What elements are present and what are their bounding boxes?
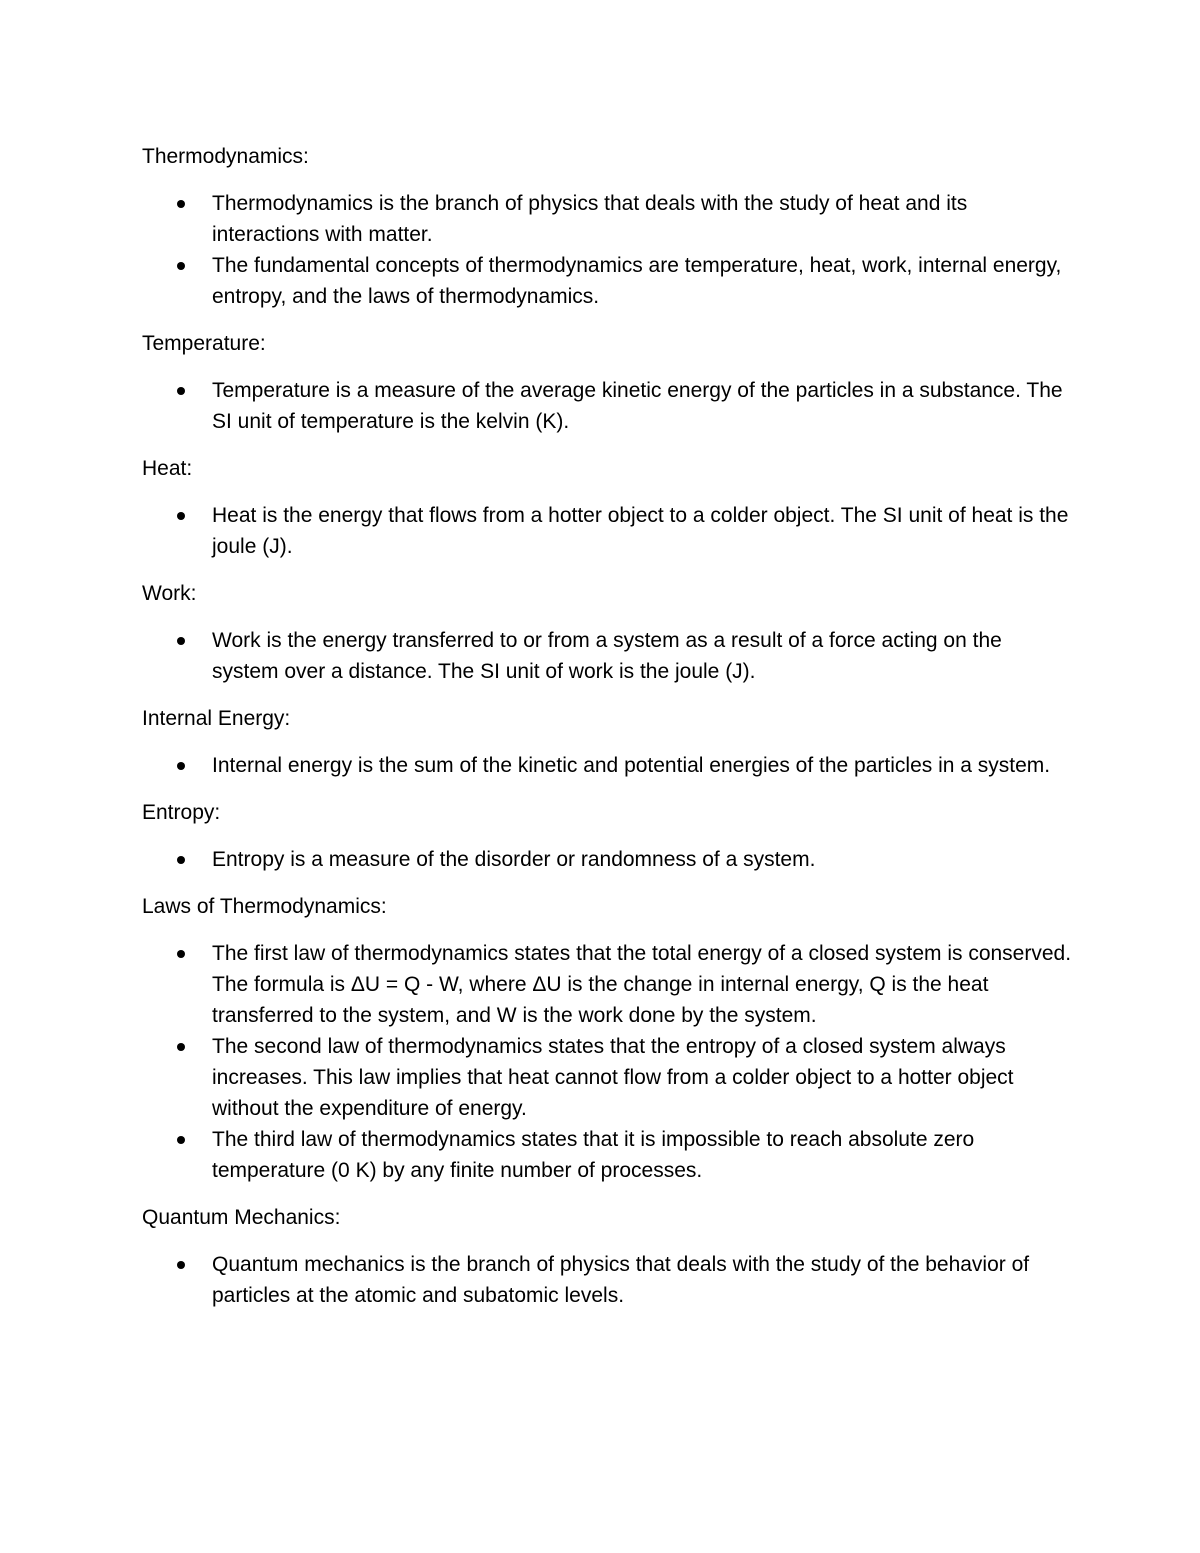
list-item-text: Temperature is a measure of the average kinetic energy of the particles in a substance. The SI unit of temperature is the kelvin (K). bbox=[212, 379, 1063, 433]
bullet-list bbox=[142, 1249, 1072, 1311]
list-item-text: The second law of thermodynamics states that the entropy of a closed system always increases. This law implies that heat cannot flow from a colder object to a hotter object without the expenditure of energy. bbox=[212, 1035, 1014, 1120]
section-heading: Thermodynamics: bbox=[142, 145, 309, 168]
bullet-icon bbox=[177, 950, 185, 958]
list-item bbox=[142, 750, 1072, 781]
bullet-list bbox=[142, 500, 1072, 562]
list-item bbox=[142, 1124, 1072, 1186]
section-thermodynamics bbox=[142, 141, 1072, 312]
list-item-text: The first law of thermodynamics states that the total energy of a closed system is conserved. The formula is ΔU = Q - W, where ΔU is the change in internal energy, Q is the heat transferred to the system, and W is the work done by the system. bbox=[212, 942, 1072, 1027]
list-item-text: The fundamental concepts of thermodynamics are temperature, heat, work, internal energy, entropy, and the laws of thermodynamics. bbox=[212, 254, 1062, 308]
bullet-list bbox=[142, 844, 1072, 875]
list-item bbox=[142, 375, 1072, 437]
bullet-list bbox=[142, 938, 1072, 1186]
list-item-text: The third law of thermodynamics states that it is impossible to reach absolute zero temperature (0 K) by any finite number of processes. bbox=[212, 1128, 975, 1182]
list-item bbox=[142, 844, 1072, 875]
list-item-text: Thermodynamics is the branch of physics that deals with the study of heat and its interactions with matter. bbox=[212, 192, 968, 246]
section-heading: Entropy: bbox=[142, 801, 221, 824]
list-item bbox=[142, 188, 1072, 250]
bullet-icon bbox=[177, 1043, 185, 1051]
list-item bbox=[142, 625, 1072, 687]
bullet-list bbox=[142, 188, 1072, 312]
section-heat bbox=[142, 453, 1072, 562]
bullet-icon bbox=[177, 856, 185, 864]
section-heading: Heat: bbox=[142, 457, 193, 480]
document-body bbox=[142, 141, 1072, 1327]
section-quantum-mechanics bbox=[142, 1202, 1072, 1311]
list-item-text: Entropy is a measure of the disorder or randomness of a system. bbox=[212, 848, 816, 871]
bullet-icon bbox=[177, 387, 185, 395]
bullet-list bbox=[142, 375, 1072, 437]
section-internal-energy bbox=[142, 703, 1072, 781]
section-heading: Temperature: bbox=[142, 332, 266, 355]
section-temperature bbox=[142, 328, 1072, 437]
section-heading: Laws of Thermodynamics: bbox=[142, 895, 387, 918]
bullet-icon bbox=[177, 512, 185, 520]
section-entropy bbox=[142, 797, 1072, 875]
bullet-icon bbox=[177, 637, 185, 645]
bullet-icon bbox=[177, 262, 185, 270]
bullet-icon bbox=[177, 1136, 185, 1144]
section-heading: Work: bbox=[142, 582, 197, 605]
list-item-text: Heat is the energy that flows from a hotter object to a colder object. The SI unit of heat is the joule (J). bbox=[212, 504, 1069, 558]
section-laws-of-thermodynamics bbox=[142, 891, 1072, 1186]
bullet-icon bbox=[177, 1261, 185, 1269]
bullet-list bbox=[142, 750, 1072, 781]
list-item-text: Work is the energy transferred to or from a system as a result of a force acting on the system over a distance. The SI unit of work is the joule (J). bbox=[212, 629, 1002, 683]
section-heading: Quantum Mechanics: bbox=[142, 1206, 341, 1229]
list-item bbox=[142, 938, 1072, 1031]
list-item-text: Quantum mechanics is the branch of physics that deals with the study of the behavior of particles at the atomic and subatomic levels. bbox=[212, 1253, 1030, 1307]
list-item bbox=[142, 250, 1072, 312]
bullet-icon bbox=[177, 200, 185, 208]
bullet-icon bbox=[177, 762, 185, 770]
list-item bbox=[142, 1031, 1072, 1124]
list-item-text: Internal energy is the sum of the kinetic and potential energies of the particles in a system. bbox=[212, 754, 1051, 777]
section-heading: Internal Energy: bbox=[142, 707, 291, 730]
list-item bbox=[142, 1249, 1072, 1311]
bullet-list bbox=[142, 625, 1072, 687]
list-item bbox=[142, 500, 1072, 562]
section-work bbox=[142, 578, 1072, 687]
